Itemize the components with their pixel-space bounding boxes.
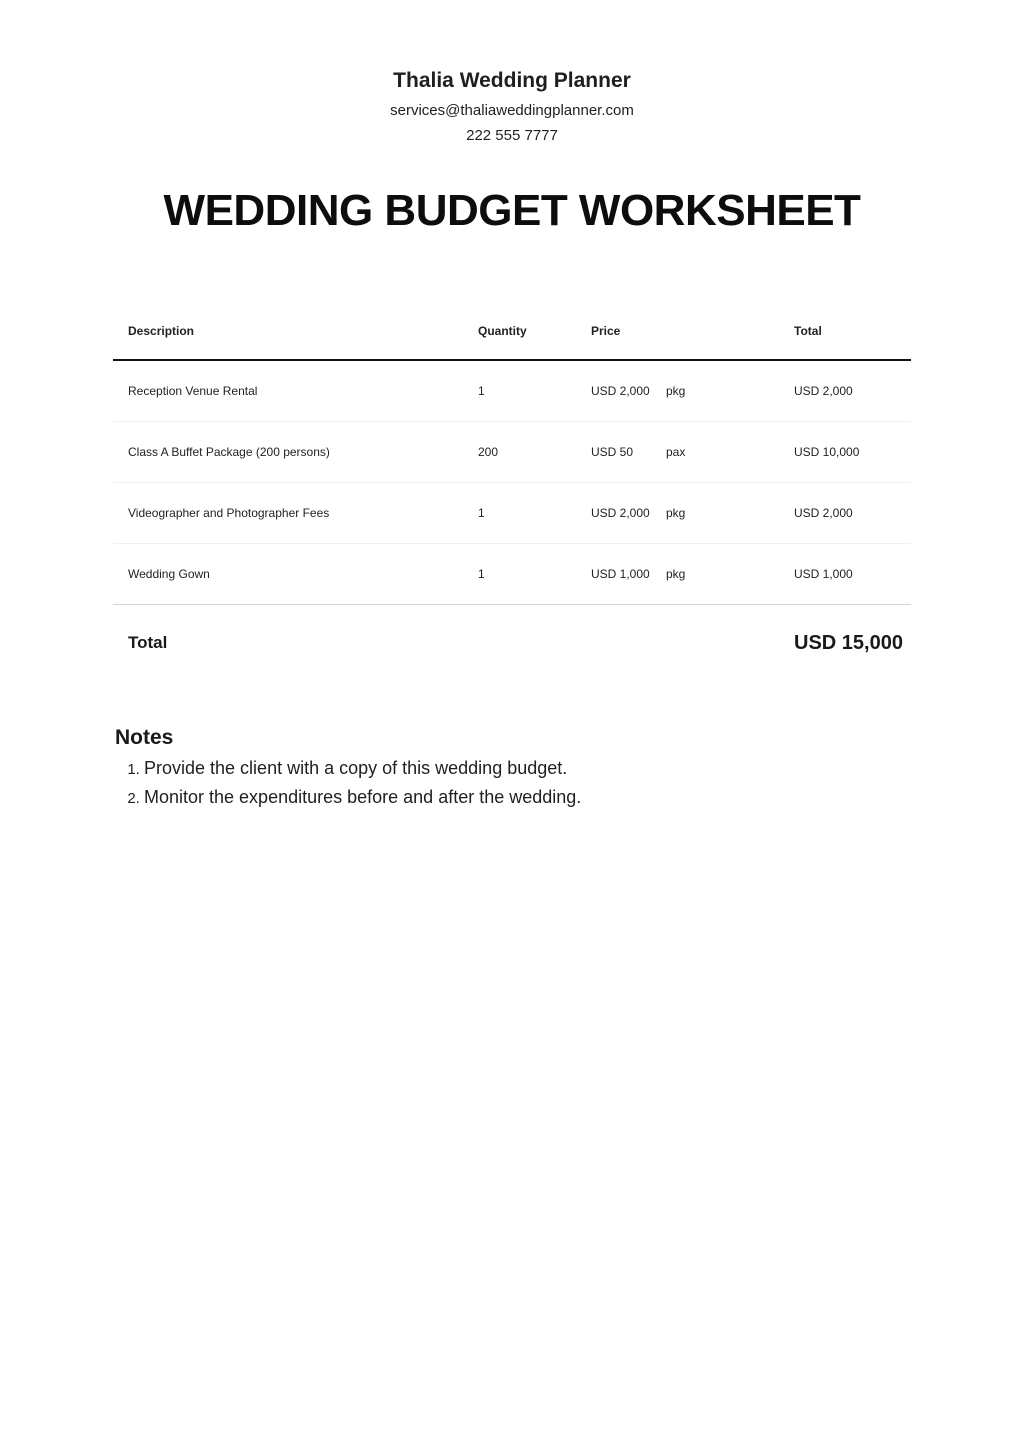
grand-total-value: USD 15,000 [794, 632, 903, 654]
grand-total-label: Total [128, 633, 168, 652]
row-unit: pkg [666, 544, 794, 605]
row-price: USD 2,000 [591, 483, 666, 544]
notes-title: Notes [115, 726, 174, 749]
company-name: Thalia Wedding Planner [393, 69, 631, 92]
row-unit: pkg [666, 360, 794, 422]
document-title: WEDDING BUDGET WORKSHEET [163, 186, 861, 235]
note-item: 2. Monitor the expenditures before and after the wedding. [144, 783, 895, 812]
note-item: 1. Provide the client with a copy of this wedding budget. [144, 754, 895, 783]
notes-section [115, 724, 895, 812]
row-quantity: 1 [478, 544, 591, 605]
row-description: Videographer and Photographer Fees [113, 483, 478, 544]
row-description: Wedding Gown [113, 544, 478, 605]
row-total: USD 2,000 [794, 360, 911, 422]
budget-table [113, 302, 911, 605]
row-price: USD 50 [591, 422, 666, 483]
table-row [113, 544, 911, 605]
table-header-row [113, 302, 911, 360]
row-total: USD 1,000 [794, 544, 911, 605]
row-unit: pax [666, 422, 794, 483]
company-email: services@thaliaweddingplanner.com [390, 102, 634, 119]
row-unit: pkg [666, 483, 794, 544]
table-row [113, 360, 911, 422]
row-quantity: 1 [478, 360, 591, 422]
row-quantity: 200 [478, 422, 591, 483]
row-quantity: 1 [478, 483, 591, 544]
notes-list [115, 754, 895, 812]
row-total: USD 10,000 [794, 422, 911, 483]
row-description: Reception Venue Rental [113, 360, 478, 422]
header-quantity: Quantity [478, 302, 591, 360]
row-description: Class A Buffet Package (200 persons) [113, 422, 478, 483]
row-price: USD 1,000 [591, 544, 666, 605]
grand-total-row [113, 624, 911, 668]
header-description: Description [113, 302, 478, 360]
row-total: USD 2,000 [794, 483, 911, 544]
table-row [113, 483, 911, 544]
company-phone: 222 555 7777 [466, 127, 558, 144]
table-row [113, 422, 911, 483]
header-price: Price [591, 302, 794, 360]
row-price: USD 2,000 [591, 360, 666, 422]
header-total: Total [794, 302, 911, 360]
